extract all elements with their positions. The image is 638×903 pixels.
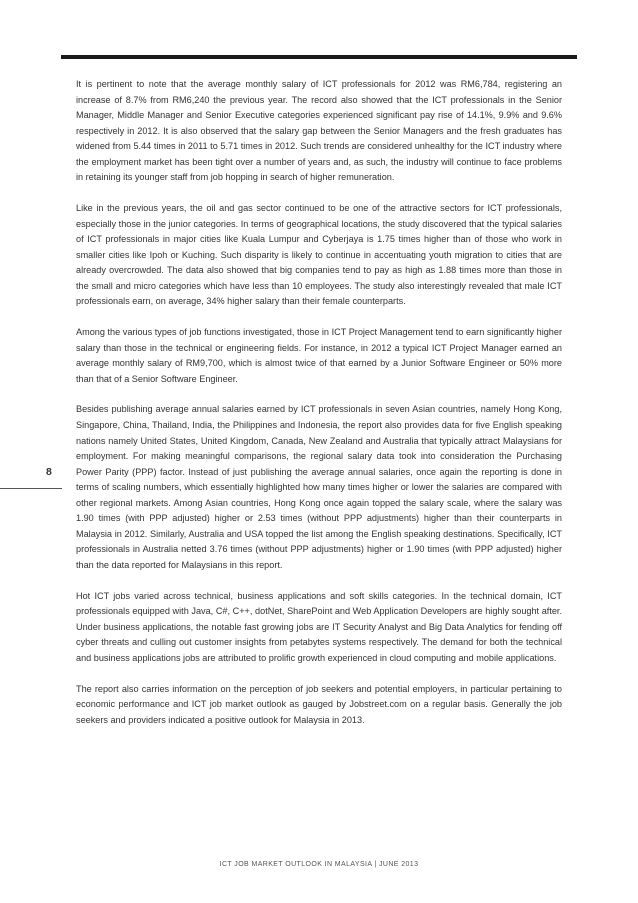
top-rule — [61, 55, 577, 59]
body-text — [76, 77, 562, 743]
paragraph-job-functions: Among the various types of job functions investigated, those in ICT Project Management tend to earn significantly higher salary than those in the technical or engineering fields. For instance, in 2012 a typical ICT Project Manager earned an average monthly salary of RM9,700, which is almost twice of that earned by a Junior Software Engineer or 50% more than that of a Senior Software Engineer. — [76, 327, 562, 384]
paragraph-oil-gas-sector: Like in the previous years, the oil and gas sector continued to be one of the attractive sectors for ICT professionals, especially those in the junior categories. In terms of geographical locations, the study discovered that the typical salaries of ICT professionals in major cities like Kuala Lumpur and Cyberjaya is 1.75 times higher than of those who work in smaller cities like Ipoh or Kuching. Such disparity is likely to continue in accentuating youth migration to cities that are already overcrowded. The data also showed that big companies tend to pay as high as 1.88 times more than those in the small and micro categories which have less than 10 employees. The study also interestingly revealed that male ICT professionals earn, on average, 34% higher salary than their female counterparts. — [76, 203, 562, 307]
page-number-block — [0, 448, 62, 488]
page-footer: ICT JOB MARKET OUTLOOK IN MALAYSIA | JUNE 2013 — [219, 861, 419, 868]
paragraph-outlook: The report also carries information on the perception of job seekers and potential employers, in particular pertaining to economic performance and ICT job market outlook as gauged by Jobstreet.com on a regular basis. Generally the job seekers and providers indicated a positive outlook for Malaysia in 2013. — [76, 683, 562, 725]
paragraph-regional-salaries: Besides publishing average annual salaries earned by ICT professionals in seven Asian countries, namely Hong Kong, Singapore, China, Thailand, India, the Philippines and Indonesia, the report also provides data for five English speaking nations namely United States, United Kingdom, Canada, New Zealand and Australia that typically attract Malaysians for employment. For making meaningful comparisons, the regional salary data took into consideration the Purchasing Power Parity (PPP) factor. Instead of just publishing the average annual salaries, once again the reporting is done in terms of scaling numbers, which essentially highlighted how many times higher or lower the salaries are compared with other regional markets. Among Asian countries, Hong Kong once again topped the salary scale, where the salary was 1.90 times (with PPP adjusted) higher or 2.53 times (without PPP adjustments) higher than their counterparts in Malaysia in 2012. Similarly, Australia and USA topped the list among the English speaking destinations. Specifically, ICT professionals in Australia netted 3.76 times (without PPP adjustments) higher or 1.90 times (with PPP adjusted) higher than the data reported for Malaysians in this report. — [76, 404, 562, 570]
paragraph-hot-ict-jobs: Hot ICT jobs varied across technical, business applications and soft skills categories. In the technical domain, ICT professionals equipped with Java, C#, C++, dotNet, SharePoint and Web Application Developers are highly sought after. Under business applications, the notable fast growing jobs are IT Security Analyst and Big Data Analytics for fending off cyber threats and culling out customer insights from petabytes systems respectively. The demand for both the technical and business applications jobs are attributed to prolific growth experienced in cloud computing and mobile applications. — [76, 590, 562, 663]
page-number-rule — [0, 488, 62, 489]
page-number: 8 — [46, 466, 52, 478]
paragraph-average-salary: It is pertinent to note that the average monthly salary of ICT professionals for 2012 was RM6,784, registering an increase of 8.7% from RM6,240 the previous year. The record also showed that the ICT professionals in the Senior Manager, Middle Manager and Senior Executive categories experienced significant pay rise of 14.1%, 9.9% and 9.6% respectively in 2012. It is also observed that the salary gap between the Senior Managers and the fresh graduates has widened from 5.44 times in 2011 to 5.71 times in 2012. Such trends are considered unhealthy for the ICT industry where the employment market has been tight over a number of years and, as such, the industry will continue to face problems in retaining its younger staff from job hopping in search of higher remuneration. — [76, 79, 562, 183]
